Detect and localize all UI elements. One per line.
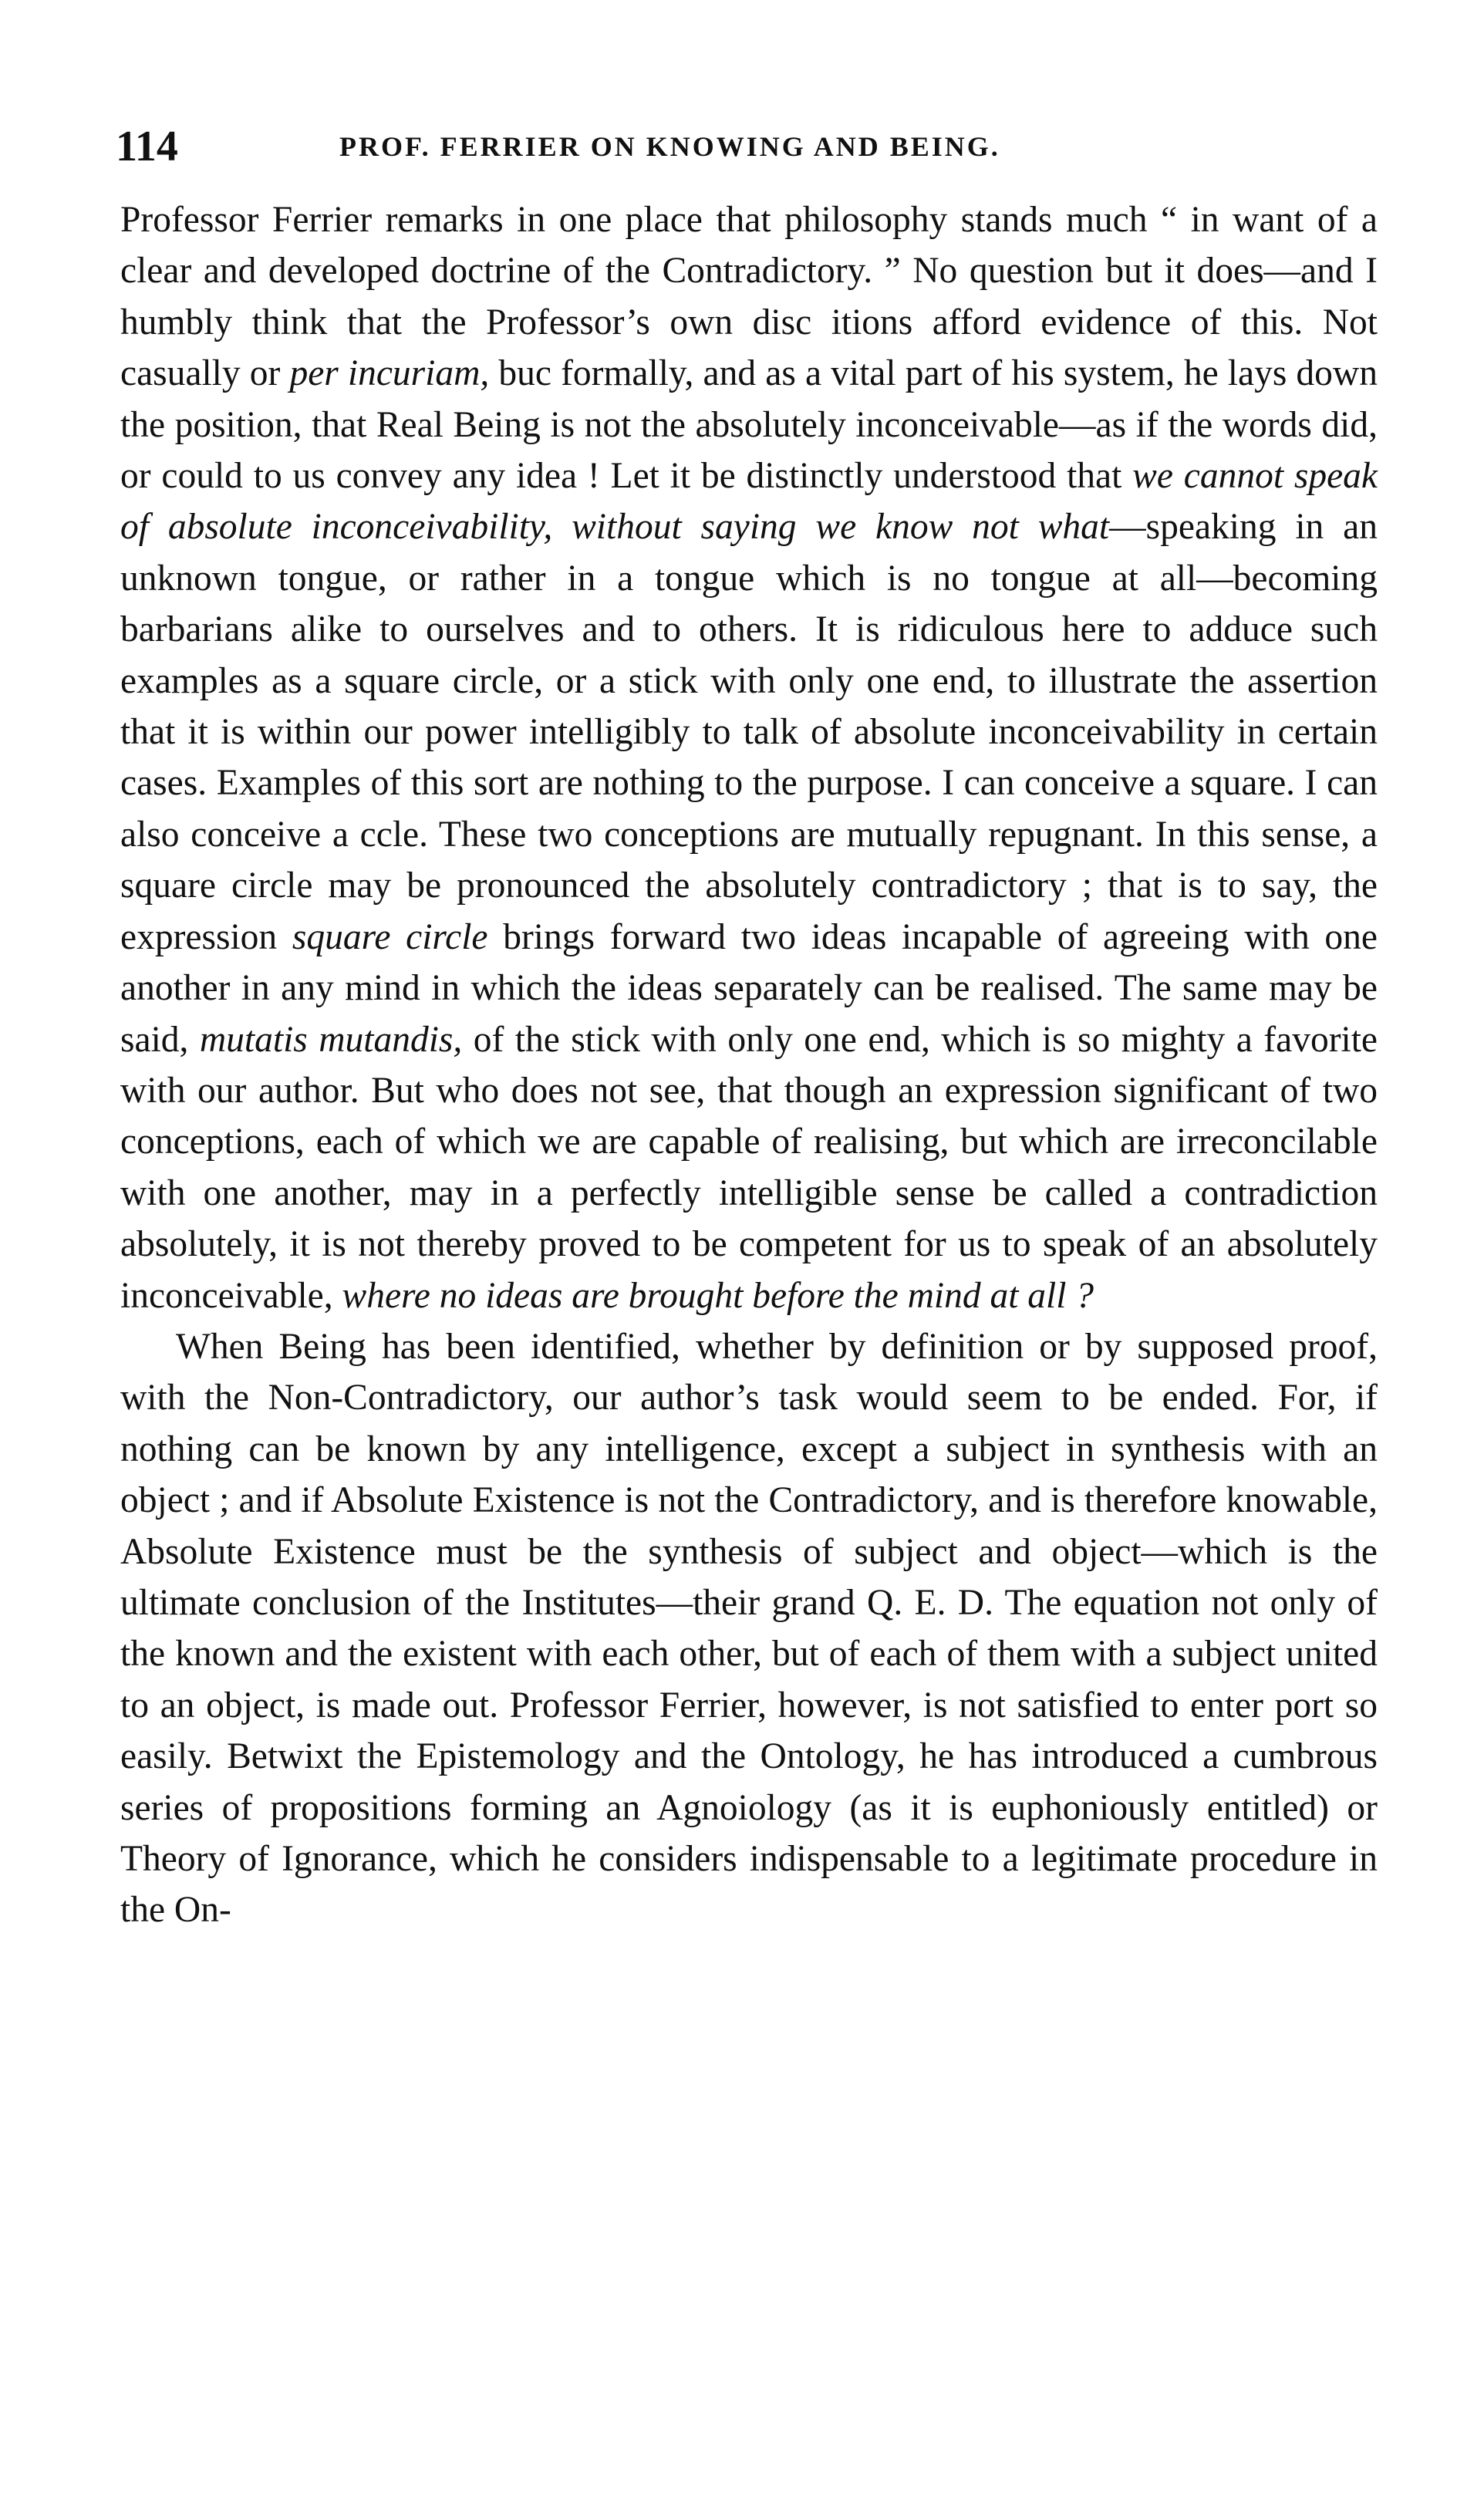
text-run: Professor Ferrier remarks in one place that philosophy stands much “ in want of a clear and developed doctrine of the Contradictory. ” No question but it does—and I humbly think that the Professor’s own disc: [120, 200, 1378, 342]
italic-phrase: we cannot speak of absolute inconceivability, without saying we know not what: [120, 456, 1378, 548]
body-text: [120, 194, 1378, 1936]
text-run: brings forward two ideas incapable of agreeing with one another in any mind in which the ideas separately can be realised. The same may be said,: [120, 916, 1378, 1060]
text-run: —speaking in an unknown tongue, or rather in a tongue which is no tongue at all—becoming barbarians alike to ourselves and to others. It is ridiculous here to adduce such examples as a square circle, or a stick with only one end, to illustrate the assertion that it is within our power intelligibly to talk of absolute inconceivability in certain cases. Examples of this sort are nothing to the purpose. I can conceive a square. I can also conceive a c: [120, 507, 1378, 855]
italic-phrase: where no ideas are brought before the mind at all ?: [342, 1275, 1094, 1316]
text-run: itions afford evidence of this. Not casually or: [120, 302, 1378, 394]
italic-phrase: per incuriam,: [289, 353, 490, 394]
page-number: 114: [116, 123, 178, 170]
paragraph-2: When Being has been identified, whether by definition or by supposed proof, with the Non-Contradictory, our author’s task would seem to be ended. For, if nothing can be known by any intelligence, except a subject in synthesis with an object ; and if Absolute Existence is not the Contradictory, and is therefore knowable, Absolute Existence must be the synthesis of subject and object—which is the ultimate conclusion of the Institutes—their grand Q. E. D. The equation not only of the known and the existent with each other, but of each of them with a subject united to an object, is made out. Professor Ferrier, however, is not satisfied to enter port so easily. Betwixt the Epistemology and the Ontology, he has introduced a cumbrous series of propositions forming an Agnoiology (as it is euphoniously entitled) or Theory of Ignorance, which he considers indispensable to a legitimate procedure in the On-: [120, 1326, 1378, 1931]
text-run: buc formally, and as a vital part of his system, he lays down the position, that Real Being is not the absolutely inconceivable—as if the words did, or could to us convey any idea ! Let it be distinctly understood that: [120, 353, 1378, 497]
page-header: [116, 116, 1365, 177]
text-run: cle. These two conceptions are mutually repugnant. In this sense, a square circle may be pronounced the absolutely contradictory ; that is to say, the expression: [120, 814, 1378, 957]
italic-phrase: square circle: [292, 916, 488, 957]
text-run: of the stick with only one end, which is so mighty a favorite with our author. But who does not see, that though an expression significant of two conceptions, each of which we are capable of realising, but which are irreconcilable with one another, may in a perfectly intelligible sense be called a contradiction absolutely, it is not thereby proved to be competent for us to speak of an absolutely inconceivable,: [120, 1019, 1378, 1316]
paragraph-1: [120, 194, 1378, 1321]
italic-phrase: mutatis mutandis,: [199, 1019, 463, 1060]
running-head: PROF. FERRIER ON KNOWING AND BEING.: [339, 131, 1000, 162]
